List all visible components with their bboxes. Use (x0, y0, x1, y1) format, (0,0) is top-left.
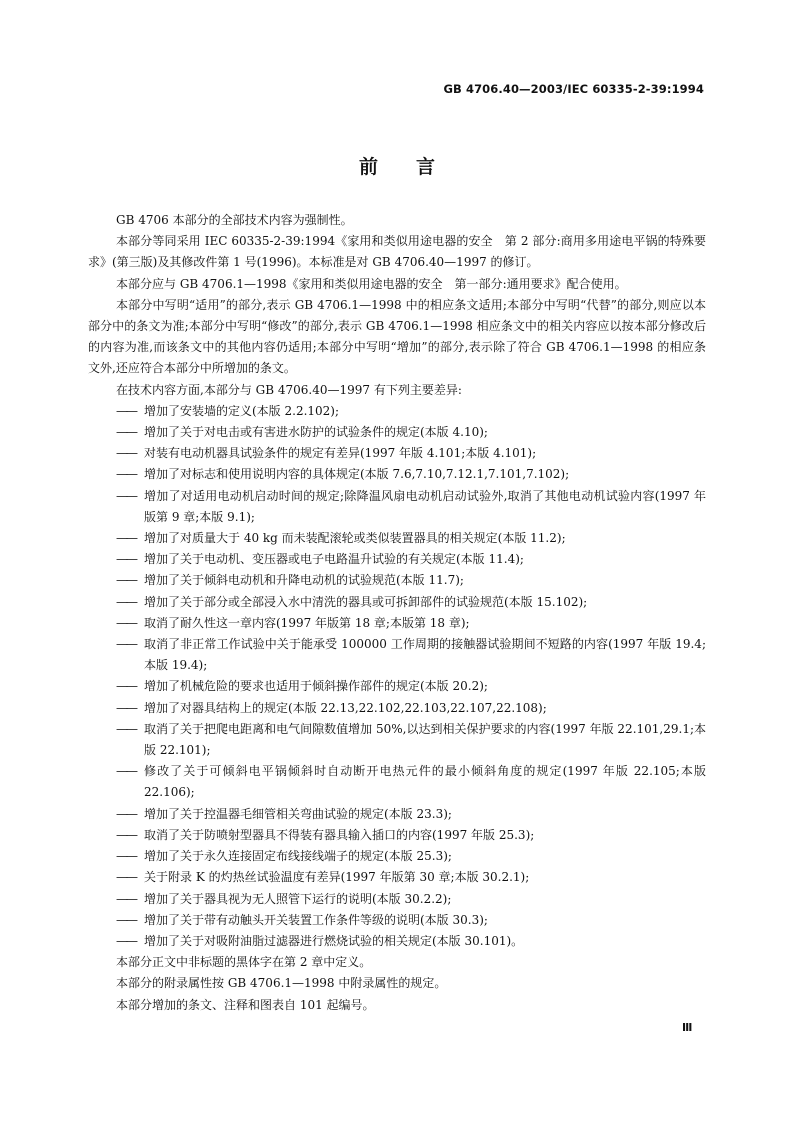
difference-text: 增加了关于电动机、变压器或电子电路温升试验的有关规定(本版 11.4); (144, 552, 524, 567)
dash-marker: —— (116, 425, 136, 440)
difference-item (116, 401, 706, 422)
dash-marker: —— (116, 849, 136, 864)
difference-text: 增加了关于部分或全部浸入水中清洗的器具或可拆卸部件的试验规范(本版 15.102); (144, 594, 588, 609)
difference-item (116, 592, 706, 613)
difference-text: 增加了关于带有动触头开关装置工作条件等级的说明(本版 30.3); (144, 912, 488, 927)
dash-marker: —— (116, 573, 136, 588)
dash-marker: —— (116, 679, 136, 694)
dash-marker: —— (116, 531, 136, 546)
difference-item (116, 422, 706, 443)
page-number: Ⅲ (682, 1021, 692, 1034)
difference-item (116, 613, 706, 634)
difference-text: 增加了关于倾斜电动机和升降电动机的试验规范(本版 11.7); (144, 573, 464, 588)
dash-marker: —— (116, 870, 136, 885)
difference-text: 增加了关于永久连接固定布线接线端子的规定(本版 25.3); (144, 849, 452, 864)
difference-item (116, 719, 706, 761)
difference-text: 增加了对适用电动机启动时间的规定;除降温风扇电动机启动试验外,取消了其他电动机试验内容(1997 年版第 9 章;本版 9.1); (144, 488, 706, 524)
dash-marker: —— (116, 764, 136, 779)
difference-item (116, 761, 706, 803)
difference-text: 增加了关于器具视为无人照管下运行的说明(本版 30.2.2); (144, 891, 452, 906)
difference-item (116, 486, 706, 528)
difference-text: 增加了关于控温器毛细管相关弯曲试验的规定(本版 23.3); (144, 806, 452, 821)
paragraph-mandatory: GB 4706 本部分的全部技术内容为强制性。 (116, 213, 353, 227)
difference-item (116, 528, 706, 549)
difference-text: 增加了对器具结构上的规定(本版 22.13,22.102,22.103,22.107,22.108); (144, 700, 547, 715)
paragraph-usage: 本部分应与 GB 4706.1—1998《家用和类似用途电器的安全 第一部分:通用要求》配合使用。 (116, 276, 627, 291)
difference-text: 取消了耐久性这一章内容(1997 年版第 18 章;本版第 18 章); (144, 615, 470, 630)
difference-item (116, 464, 706, 485)
paragraph-bold-terms: 本部分正文中非标题的黑体字在第 2 章中定义。 (116, 955, 372, 970)
dash-marker: —— (116, 912, 136, 927)
difference-item (116, 698, 706, 719)
dash-marker: —— (116, 827, 136, 842)
difference-text: 取消了关于防喷射型器具不得装有器具输入插口的内容(1997 年版 25.3); (144, 827, 535, 842)
difference-item (116, 867, 706, 888)
dash-marker: —— (116, 933, 136, 948)
paragraph-terms: 本部分中写明“适用”的部分,表示 GB 4706.1—1998 中的相应条文适用;本部分中写明“代替”的部分,则应以本部分中的条文为准;本部分中写明“修改”的部分,表示 GB 4706.1—1998 相应条文中的相关内容应以按本部分修改后的内容为准,而该条文中的其他内容仍适用;本部分中写明“增加”的部分,表示除了符合 GB 4706.1—1998 的相应条文外,还应符合本部分中所增加的条文。 (88, 297, 706, 376)
dash-marker: —— (116, 488, 136, 503)
difference-text: 增加了安装墙的定义(本版 2.2.102); (144, 403, 340, 418)
document-body (88, 210, 706, 1016)
page-title: 前 言 (358, 156, 435, 178)
difference-item (116, 910, 706, 931)
difference-item (116, 804, 706, 825)
difference-text: 修改了关于可倾斜电平锅倾斜时自动断开电热元件的最小倾斜角度的规定(1997 年版 22.105;本版 22.106); (144, 764, 706, 800)
difference-item (116, 889, 706, 910)
difference-text: 取消了关于把爬电距离和电气间隙数值增加 50%,以达到相关保护要求的内容(1997 年版 22.101,29.1;本版 22.101); (144, 721, 706, 758)
difference-item (116, 549, 706, 570)
difference-text: 增加了关于对电击或有害进水防护的试验条件的规定(本版 4.10); (144, 425, 488, 440)
differences-list (116, 401, 706, 952)
dash-marker: —— (116, 615, 136, 630)
dash-marker: —— (116, 552, 136, 567)
difference-text: 关于附录 K 的灼热丝试验温度有差异(1997 年版第 30 章;本版 30.2.1); (144, 870, 530, 885)
difference-text: 增加了对质量大于 40 kg 而未装配滚轮或类似装置器具的相关规定(本版 11.2); (144, 531, 566, 546)
difference-text: 增加了关于对吸附油脂过滤器进行燃烧试验的相关规定(本版 30.101)。 (144, 933, 524, 948)
difference-item (116, 570, 706, 591)
paragraph-numbering: 本部分增加的条文、注释和图表自 101 起编号。 (116, 997, 375, 1012)
dash-marker: —— (116, 891, 136, 906)
dash-marker: —— (116, 446, 136, 461)
difference-item (116, 825, 706, 846)
difference-text: 增加了对标志和使用说明内容的具体规定(本版 7.6,7.10,7.12.1,7.101,7.102); (144, 467, 570, 482)
paragraph-adoption: 本部分等同采用 IEC 60335-2-39:1994《家用和类似用途电器的安全 第 2 部分:商用多用途电平锅的特殊要求》(第三版)及其修改件第 1 号(1996)。本标准是对 GB 4706.40—1997 的修订。 (88, 234, 706, 270)
dash-marker: —— (116, 594, 136, 609)
dash-marker: —— (116, 403, 136, 418)
difference-text: 增加了机械危险的要求也适用于倾斜操作部件的规定(本版 20.2); (144, 679, 488, 694)
paragraph-annex-status: 本部分的附录属性按 GB 4706.1—1998 中附录属性的规定。 (116, 976, 447, 991)
difference-item (116, 676, 706, 697)
dash-marker: —— (116, 806, 136, 821)
standard-code-header: GB 4706.40—2003/IEC 60335-2-39:1994 (443, 82, 704, 96)
dash-marker: —— (116, 700, 136, 715)
difference-text: 取消了非正常工作试验中关于能承受 100000 工作周期的接触器试验期间不短路的内容(1997 年版 19.4;本版 19.4); (144, 637, 706, 673)
difference-item (116, 846, 706, 867)
dash-marker: —— (116, 467, 136, 482)
difference-item (116, 634, 706, 676)
difference-item (116, 443, 706, 464)
difference-text: 对装有电动机器具试验条件的规定有差异(1997 年版 4.101;本版 4.101); (144, 446, 537, 461)
dash-marker: —— (116, 637, 136, 652)
dash-marker: —— (116, 721, 136, 736)
difference-item (116, 931, 706, 952)
paragraph-differences-intro: 在技术内容方面,本部分与 GB 4706.40—1997 有下列主要差异: (116, 382, 462, 397)
